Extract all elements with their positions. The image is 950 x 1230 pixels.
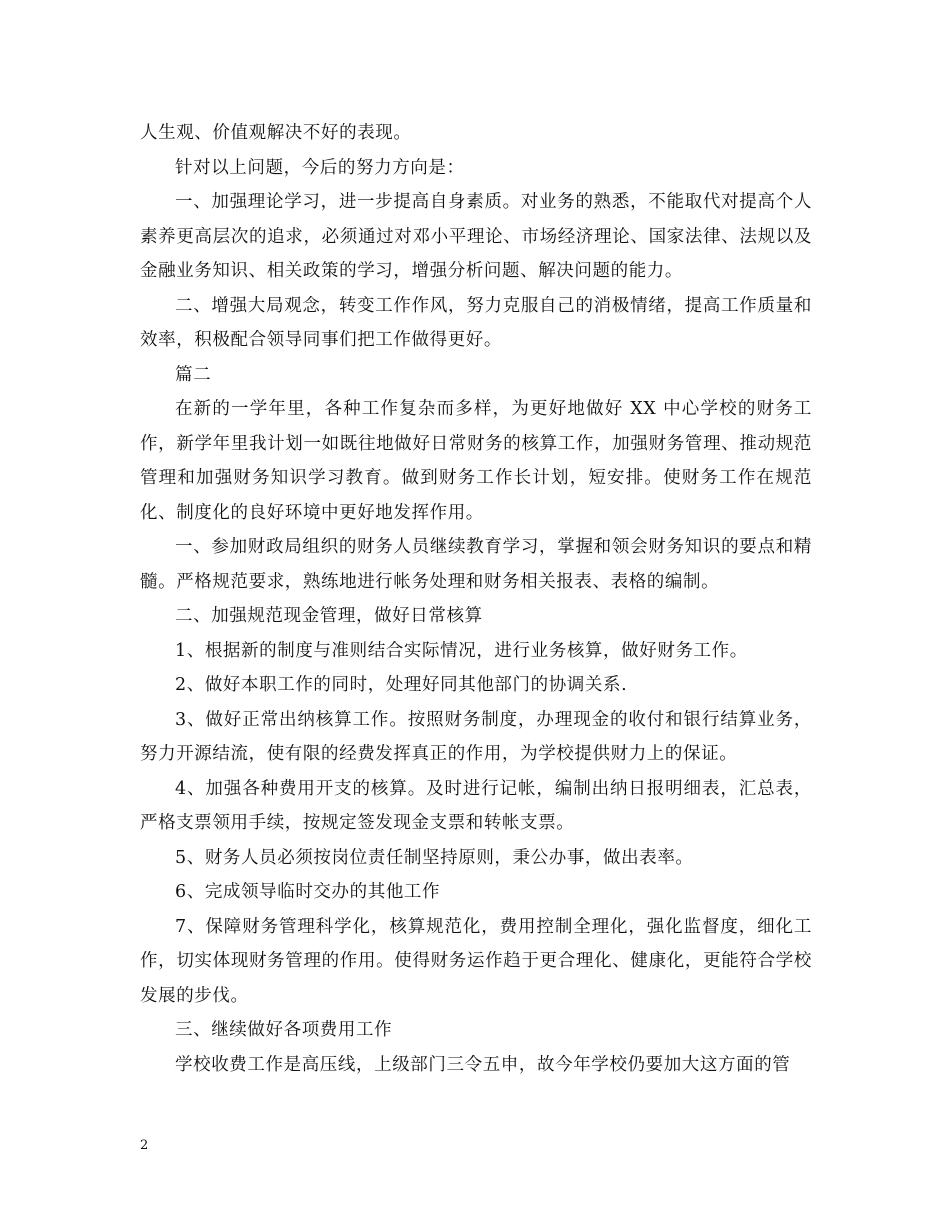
list-item: 4、加强各种费用开支的核算。及时进行记帐，编制出纳日报明细表，汇总表，严格支票领用手续，按规定签发现金支票和转帐支票。 [140, 778, 812, 833]
page-number: 2 [140, 1138, 149, 1153]
paragraph: 二、增强大局观念，转变工作作风，努力克服自己的消极情绪，提高工作质量和效率，积极配合领导同事们把工作做得更好。 [140, 295, 812, 350]
document-body [140, 116, 812, 1082]
list-item: 7、保障财务管理科学化，核算规范化，费用控制全理化，强化监督度，细化工作，切实体现财务管理的作用。使得财务运作趋于更合理化、健康化，更能符合学校发展的步伐。 [140, 916, 812, 1006]
paragraph: 人生观、价值观解决不好的表现。 [140, 123, 412, 143]
section-heading: 篇二 [175, 364, 212, 385]
paragraph: 二、加强规范现金管理，做好日常核算 [175, 606, 483, 626]
paragraph: 在新的一学年里，各种工作复杂而多样，为更好地做好 XX 中心学校的财务工作，新学年里我计划一如既往地做好日常财务的核算工作，加强财务管理、推动规范管理和加强财务知识学习教育。做到财务工作长计划，短安排。使财务工作在规范化、制度化的良好环境中更好地发挥作用。 [140, 399, 812, 523]
list-item: 5、财务人员必须按岗位责任制坚持原则，秉公办事，做出表率。 [175, 847, 694, 868]
paragraph: 针对以上问题，今后的努力方向是： [175, 157, 465, 178]
paragraph: 一、加强理论学习，进一步提高自身素质。对业务的熟悉，不能取代对提高个人素养更高层次的追求，必须通过对邓小平理论、市场经济理论、国家法律、法规以及金融业务知识、相关政策的学习，增强分析问题、解决问题的能力。 [140, 192, 812, 281]
list-item: 2、做好本职工作的同时，处理好同其他部门的协调关系. [175, 675, 628, 695]
list-item: 3、做好正常出纳核算工作。按照财务制度，办理现金的收付和银行结算业务，努力开源结流，使有限的经费发挥真正的作用，为学校提供财力上的保证。 [140, 709, 812, 764]
list-item: 6、完成领导临时交办的其他工作 [175, 882, 441, 902]
paragraph: 学校收费工作是高压线，上级部门三令五申，故今年学校仍要加大这方面的管 [175, 1054, 791, 1075]
paragraph: 一、参加财政局组织的财务人员继续教育学习，掌握和领会财务知识的要点和精髓。严格规范要求，熟练地进行帐务处理和财务相关报表、表格的编制。 [140, 537, 812, 592]
paragraph: 三、继续做好各项费用工作 [175, 1020, 393, 1040]
list-item: 1、根据新的制度与准则结合实际情况，进行业务核算，做好财务工作。 [175, 640, 748, 661]
